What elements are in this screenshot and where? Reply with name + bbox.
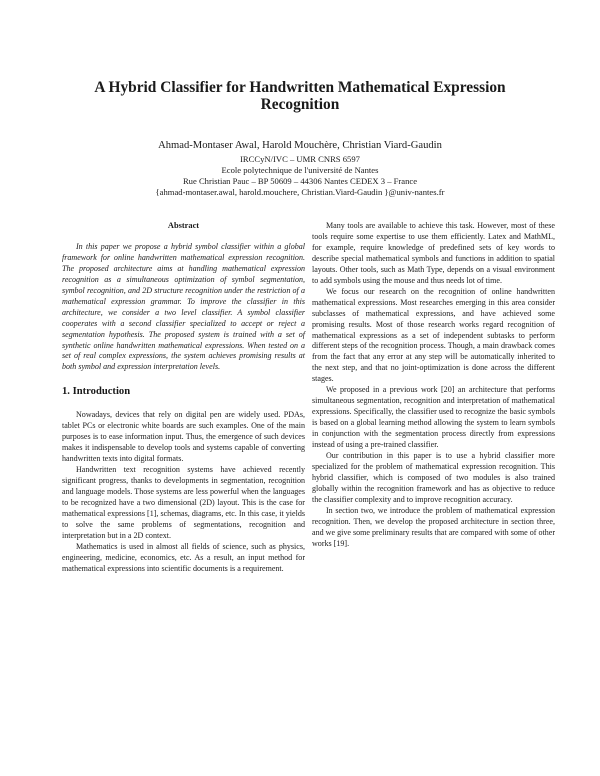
body-paragraph: Many tools are available to achieve this task. However, most of these tools require some expertise to use them efficiently. Latex and MathML, for example, require knowledge of predefined sets of key words to describe special mathematical symbols and functions in addition to spatial layouts. Other tools, such as Math Type, depends on a visual environment to add symbols using the mouse and thus needs lot of time. — [312, 221, 555, 285]
abstract-text: In this paper we propose a hybrid symbol classifier within a global framework for online handwritten mathematical expression recognition. The proposed architecture aims at handling mathematical expression recognition as a simultaneous optimization of symbol segmentation, symbol recognition, and 2D structure recognition under the restriction of a mathematical expression grammar. To improve the classifier in this architecture, we consider a two level classifier. A symbol classifier cooperates with a second classifier specialized to accept or reject a segmentation hypothesis. The proposed system is trained with a set of synthetic online handwritten mathematical expressions. When tested on a set of real complex expressions, the system achieves promising results at both symbol and expression interpretation levels. — [62, 241, 305, 372]
affiliation-school: Ecole polytechnique de l'université de Nantes — [221, 165, 379, 175]
affiliation-address: Rue Christian Pauc – BP 50609 – 44306 Nantes CEDEX 3 – France — [182, 176, 418, 186]
body-paragraph: In section two, we introduce the problem of mathematical expression recognition. Then, we develop the proposed architecture in section three, and we give some preliminary results that are compared with some of other works [19]. — [312, 505, 555, 548]
right-column — [312, 221, 555, 550]
paper-title: A Hybrid Classifier for Handwritten Mathematical Expression Recognition — [94, 79, 506, 113]
body-paragraph: We proposed in a previous work [20] an architecture that performs simultaneous segmentation, recognition and interpretation of mathematical expressions. Specifically, the classifier used to recognize the basic symbols is based on a global learning method allowing the system to learn symbols in conjunction with the segmentation process directly from expressions instead of using a pre-trained classifier. — [312, 385, 555, 450]
body-paragraph: We focus our research on the recognition of online handwritten mathematical expressions. Most researches emerging in this area consider subclasses of mathematical expressions, and have achieved some promising results. Most of those research works regard recognition of mathematical expressions as a set of independent subtasks to perform different steps of the recognition process. Though, a main drawback comes from the fact that any error at any step will be automatically inherited to the next step, and that no joint-optimization is done across the different stages. — [312, 286, 555, 384]
left-column — [62, 221, 305, 575]
intro-paragraph: Nowadays, devices that rely on digital pen are widely used. PDAs, tablet PCs or electronic white boards are such examples. One of the main purposes is to ease information input. Thus, the emergence of such devices makes it indispensable to develop tools and systems capable of converting handwritten texts into digital formats. — [62, 410, 305, 464]
intro-paragraph: Mathematics is used in almost all fields of science, such as physics, engineering, medicine, economics, etc. As a result, an input method for mathematical expressions into scientific documents is a requirement. — [62, 541, 305, 573]
author-list: Ahmad-Montaser Awal, Harold Mouchère, Christian Viard-Gaudin — [158, 140, 442, 151]
body-paragraph: Our contribution in this paper is to use a hybrid classifier more specialized for the problem of mathematical expression recognition. This hybrid classifier, which is composed of two modules is also trained globally within the recognition framework and has as objective to reduce the classifier complexity and to improve recognition accuracy. — [312, 451, 555, 504]
section-heading-introduction: 1. Introduction — [62, 386, 131, 398]
author-emails: {ahmad-montaser.awal, harold.mouchere, Christian.Viard-Gaudin }@univ-nantes.fr — [155, 187, 445, 197]
affiliation-lab: IRCCyN/IVC – UMR CNRS 6597 — [240, 154, 360, 164]
intro-paragraph: Handwritten text recognition systems have achieved recently significant progress, thanks to developments in segmentation, recognition and language models. Those systems are less powerful when the languages to be recognized have a two dimensional (2D) layout. This is the case for mathematical expressions [1], schemas, diagrams, etc. In this case, it yields to solve the same problems of segmentations, recognition and interpretation but in a 2D context. — [62, 465, 305, 540]
abstract-heading: Abstract — [167, 221, 200, 230]
